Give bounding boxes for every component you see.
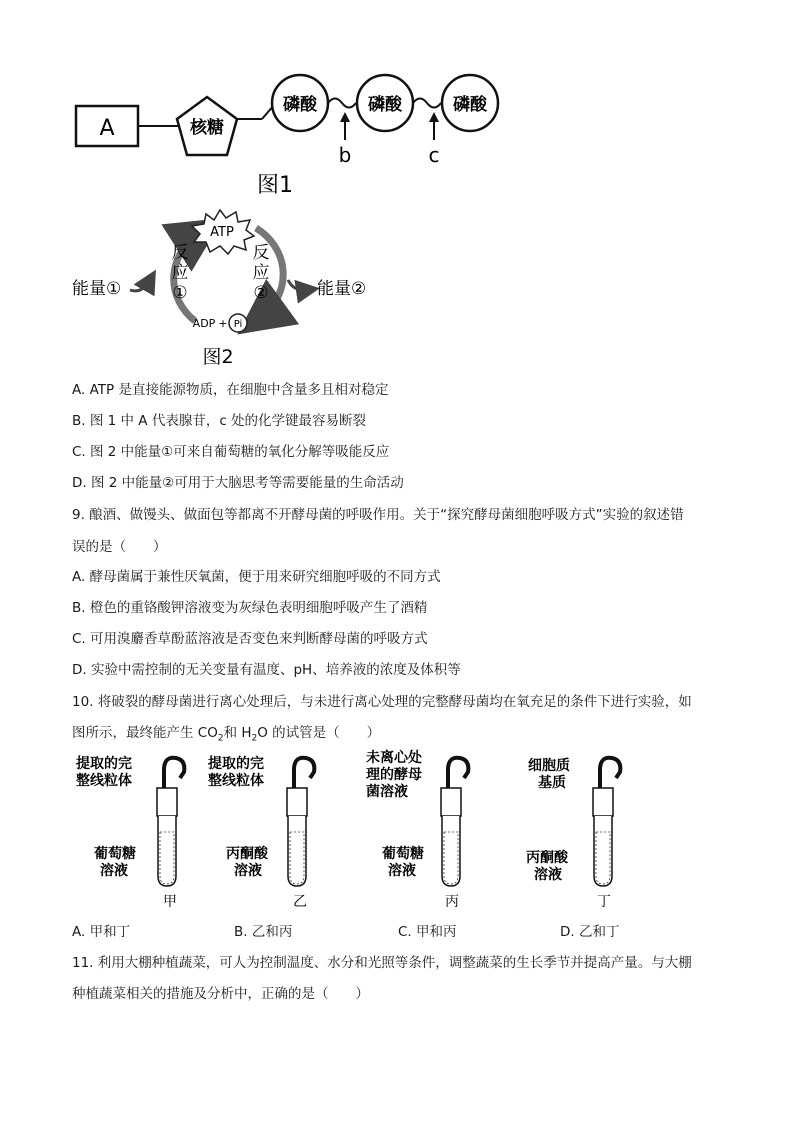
q10-option-d: D. 乙和丁: [560, 924, 620, 940]
arrow-c-head: [429, 112, 439, 122]
tube-yi: [208, 755, 314, 910]
q8-option-b: B. 图 1 中 A 代表腺苷，c 处的化学键最容易断裂: [72, 413, 367, 429]
arrow-b-label: b: [338, 143, 352, 167]
phosphate-label-3: 磷酸: [453, 95, 487, 115]
reaction1-char1: 反: [171, 243, 189, 263]
tube-bing-top-line1: 未离心处: [366, 750, 422, 766]
tube-jia-top-line1: 提取的完: [76, 756, 132, 772]
tube-jia-dropper: [164, 758, 184, 790]
arrow-c-label: c: [428, 143, 440, 167]
q9-option-a: A. 酵母菌属于兼性厌氧菌，便于用来研究细胞呼吸的不同方式: [72, 569, 441, 585]
ribose-label: 核糖: [190, 118, 224, 138]
tube-bing-side-line1: 葡萄糖: [382, 846, 424, 862]
reaction1-char3: ①: [172, 283, 188, 303]
tube-jia: [76, 755, 184, 910]
tube-ding-top-line1: 细胞质: [528, 758, 570, 774]
co2-subscript: 2: [217, 733, 224, 744]
box-a-label: A: [99, 116, 115, 141]
high-energy-bond-c: [413, 99, 441, 108]
reaction2-char2: 应: [252, 263, 270, 283]
q8-option-d: D. 图 2 中能量②可用于大脑思考等需要能量的生命活动: [72, 475, 404, 491]
tube-ding-body: [594, 816, 612, 886]
tube-ding-name: 丁: [597, 894, 611, 910]
arrow-b-head: [340, 112, 350, 122]
phosphate-label-2: 磷酸: [368, 95, 402, 115]
figure2-caption: 图2: [202, 346, 234, 368]
q11-stem-line1: 11. 利用大棚种植蔬菜，可人为控制温度、水分和光照等条件，调整蔬菜的生长季节并提高产量。与大棚: [72, 955, 692, 971]
energy1-arrow: [130, 280, 150, 291]
q10-option-a: A. 甲和丁: [72, 924, 131, 940]
tube-yi-side-line2: 溶液: [234, 863, 262, 879]
tube-bing: [366, 749, 468, 910]
tube-bing-dropper: [448, 758, 468, 790]
tube-yi-stopper: [287, 788, 307, 816]
q9-option-c: C. 可用溴麝香草酚蓝溶液是否变色来判断酵母菌的呼吸方式: [72, 631, 428, 647]
q10-stem-pre: 图所示，最终能产生 CO: [72, 725, 218, 741]
pi-label: Pi: [233, 319, 243, 330]
tube-ding-top-line2: 基质: [538, 775, 566, 791]
adp-label: ADP: [192, 317, 216, 330]
reaction2-char3: ②: [253, 283, 269, 303]
tube-yi-top-line1: 提取的完: [208, 756, 264, 772]
q9-option-d: D. 实验中需控制的无关变量有温度、pH、培养液的浓度及体积等: [72, 662, 461, 678]
tube-yi-dropper: [294, 758, 314, 790]
tube-bing-side-line2: 溶液: [388, 863, 416, 879]
q9-option-b: B. 橙色的重铬酸钾溶液变为灰绿色表明细胞呼吸产生了酒精: [72, 600, 428, 616]
reaction1-char2: 应: [171, 263, 189, 283]
q10-stem-line1: 10. 将破裂的酵母菌进行离心处理后，与未进行离心处理的完整酵母菌均在氧充足的条件下进行实验，如: [72, 694, 692, 710]
tube-yi-top-line2: 整线粒体: [208, 773, 264, 789]
energy2-arrow: [288, 280, 308, 290]
high-energy-bond-b: [328, 99, 356, 108]
q10-stem-line2: [72, 723, 380, 749]
tube-ding: [526, 757, 620, 910]
figure1-diagram: [60, 70, 530, 205]
tube-bing-top-line2: 理的酵母: [366, 767, 422, 783]
tube-bing-name: 丙: [445, 894, 459, 910]
q9-stem-line2: 误的是（ ）: [72, 539, 167, 555]
tube-bing-body: [442, 816, 460, 886]
tube-jia-side-line1: 葡萄糖: [94, 846, 136, 862]
q9-stem-line1: 9. 酿酒、做馒头、做面包等都离不开酵母菌的呼吸作用。关于“探究酵母菌细胞呼吸方式”实验的叙述错: [72, 507, 684, 523]
tube-jia-stopper: [157, 788, 177, 816]
energy2-label: 能量②: [317, 279, 367, 299]
tube-ding-side-line1: 丙酮酸: [526, 850, 568, 866]
tube-yi-name: 乙: [293, 894, 307, 910]
q8-option-c: C. 图 2 中能量①可来自葡萄糖的氧化分解等吸能反应: [72, 444, 390, 460]
plus-sign: +: [218, 317, 228, 330]
tube-yi-body: [288, 816, 306, 886]
figure1-caption: 图1: [257, 173, 293, 198]
tube-yi-side-line1: 丙酮酸: [226, 846, 268, 862]
h2o-subscript: 2: [251, 733, 258, 744]
q11-stem-line2: 种植蔬菜相关的措施及分析中，正确的是（ ）: [72, 986, 369, 1002]
tube-ding-stopper: [593, 788, 613, 816]
q10-stem-mid: 和 H: [223, 725, 252, 741]
q10-test-tubes-figure: [60, 748, 680, 914]
tube-bing-stopper: [441, 788, 461, 816]
figure2-diagram: [60, 200, 390, 370]
q10-option-b: B. 乙和丙: [234, 924, 293, 940]
tube-ding-side-line2: 溶液: [534, 867, 562, 883]
tube-jia-name: 甲: [163, 894, 177, 910]
energy1-label: 能量①: [72, 279, 122, 299]
tube-jia-side-line2: 溶液: [100, 863, 128, 879]
q10-option-c: C. 甲和丙: [398, 924, 457, 940]
reaction2-char1: 反: [252, 243, 270, 263]
q10-stem-post: O 的试管是（ ）: [257, 725, 381, 741]
atp-label: ATP: [210, 225, 234, 240]
tube-jia-body: [158, 816, 176, 886]
tube-jia-top-line2: 整线粒体: [76, 773, 132, 789]
phosphate-label-1: 磷酸: [283, 95, 317, 115]
tube-ding-dropper: [600, 758, 620, 790]
tube-bing-top-line3: 菌溶液: [366, 784, 408, 800]
q8-option-a: A. ATP 是直接能源物质，在细胞中含量多且相对稳定: [72, 382, 389, 398]
